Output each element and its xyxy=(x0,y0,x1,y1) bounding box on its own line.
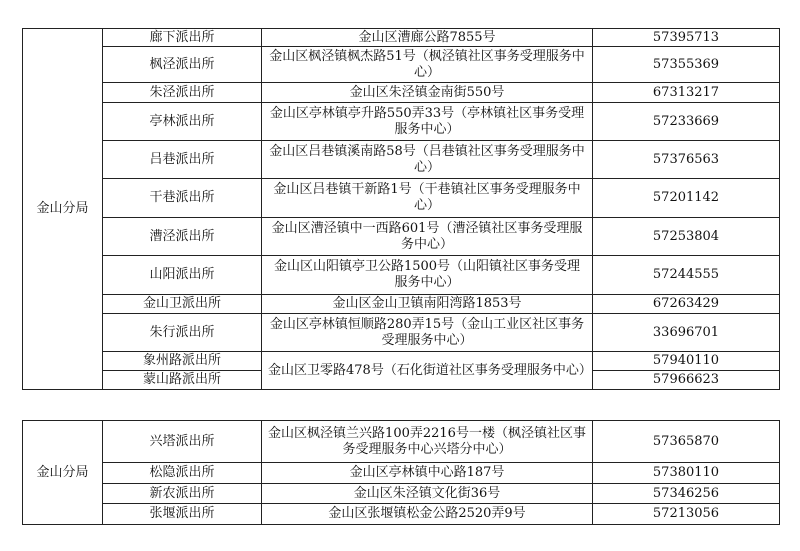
table-row xyxy=(23,218,780,256)
station-name: 松隐派出所 xyxy=(103,463,262,484)
station-name: 漕泾派出所 xyxy=(103,218,262,256)
station-phone: 57244555 xyxy=(593,256,780,295)
station-name: 蒙山路派出所 xyxy=(103,371,262,390)
station-address: 金山区漕泾镇中一西路601号（漕泾镇社区事务受理服务中心） xyxy=(262,218,593,256)
station-phone: 57213056 xyxy=(593,504,780,525)
station-address: 金山区朱泾镇文化街36号 xyxy=(262,484,593,504)
table-row xyxy=(23,103,780,141)
table-row xyxy=(23,295,780,314)
station-name: 新农派出所 xyxy=(103,484,262,504)
table-row xyxy=(23,29,780,47)
station-name: 象州路派出所 xyxy=(103,352,262,371)
station-phone: 57253804 xyxy=(593,218,780,256)
table-row xyxy=(23,141,780,179)
station-address: 金山区亭林镇中心路187号 xyxy=(262,463,593,484)
station-phone: 57380110 xyxy=(593,463,780,484)
table-row xyxy=(23,463,780,484)
station-phone: 57346256 xyxy=(593,484,780,504)
station-name: 山阳派出所 xyxy=(103,256,262,295)
table-row xyxy=(23,484,780,504)
station-phone: 57395713 xyxy=(593,29,780,47)
station-name: 兴塔派出所 xyxy=(103,421,262,463)
station-address: 金山区金山卫镇南阳湾路1853号 xyxy=(262,295,593,314)
station-address: 金山区亭林镇恒顺路280弄15号（金山工业区社区事务受理服务中心） xyxy=(262,314,593,352)
station-phone: 57376563 xyxy=(593,141,780,179)
station-name: 朱行派出所 xyxy=(103,314,262,352)
station-address: 金山区漕廊公路7855号 xyxy=(262,29,593,47)
station-phone: 57201142 xyxy=(593,179,780,218)
table-row xyxy=(23,83,780,103)
station-address: 金山区朱泾镇金南街550号 xyxy=(262,83,593,103)
station-name: 干巷派出所 xyxy=(103,179,262,218)
station-phone: 67313217 xyxy=(593,83,780,103)
police-station-table-1 xyxy=(22,28,780,390)
table-row xyxy=(23,504,780,525)
station-phone: 57940110 xyxy=(593,352,780,371)
police-station-table-2 xyxy=(22,420,780,525)
station-phone: 33696701 xyxy=(593,314,780,352)
station-phone: 57966623 xyxy=(593,371,780,390)
table-row xyxy=(23,352,780,371)
table-row xyxy=(23,256,780,295)
station-phone: 57355369 xyxy=(593,47,780,83)
station-phone: 67263429 xyxy=(593,295,780,314)
station-address: 金山区枫泾镇枫杰路51号（枫泾镇社区事务受理服务中心） xyxy=(262,47,593,83)
station-name: 朱泾派出所 xyxy=(103,83,262,103)
station-address: 金山区张堰镇松金公路2520弄9号 xyxy=(262,504,593,525)
station-phone: 57233669 xyxy=(593,103,780,141)
table-row xyxy=(23,47,780,83)
station-name: 亭林派出所 xyxy=(103,103,262,141)
station-name: 金山卫派出所 xyxy=(103,295,262,314)
station-address: 金山区亭林镇亭升路550弄33号（亭林镇社区事务受理服务中心） xyxy=(262,103,593,141)
station-address: 金山区吕巷镇溪南路58号（吕巷镇社区事务受理服务中心） xyxy=(262,141,593,179)
station-address: 金山区枫泾镇兰兴路100弄2216号一楼（枫泾镇社区事务受理服务中心兴塔分中心） xyxy=(262,421,593,463)
table-row xyxy=(23,314,780,352)
bureau-name: 金山分局 xyxy=(23,29,103,390)
station-name: 枫泾派出所 xyxy=(103,47,262,83)
station-address: 金山区山阳镇亭卫公路1500号（山阳镇社区事务受理服务中心） xyxy=(262,256,593,295)
station-name: 廊下派出所 xyxy=(103,29,262,47)
bureau-name: 金山分局 xyxy=(23,421,103,525)
station-name: 张堰派出所 xyxy=(103,504,262,525)
station-name: 吕巷派出所 xyxy=(103,141,262,179)
table-row xyxy=(23,421,780,463)
station-phone: 57365870 xyxy=(593,421,780,463)
station-address: 金山区卫零路478号（石化街道社区事务受理服务中心） xyxy=(262,352,593,390)
station-address: 金山区吕巷镇干新路1号（干巷镇社区事务受理服务中心） xyxy=(262,179,593,218)
table-row xyxy=(23,179,780,218)
